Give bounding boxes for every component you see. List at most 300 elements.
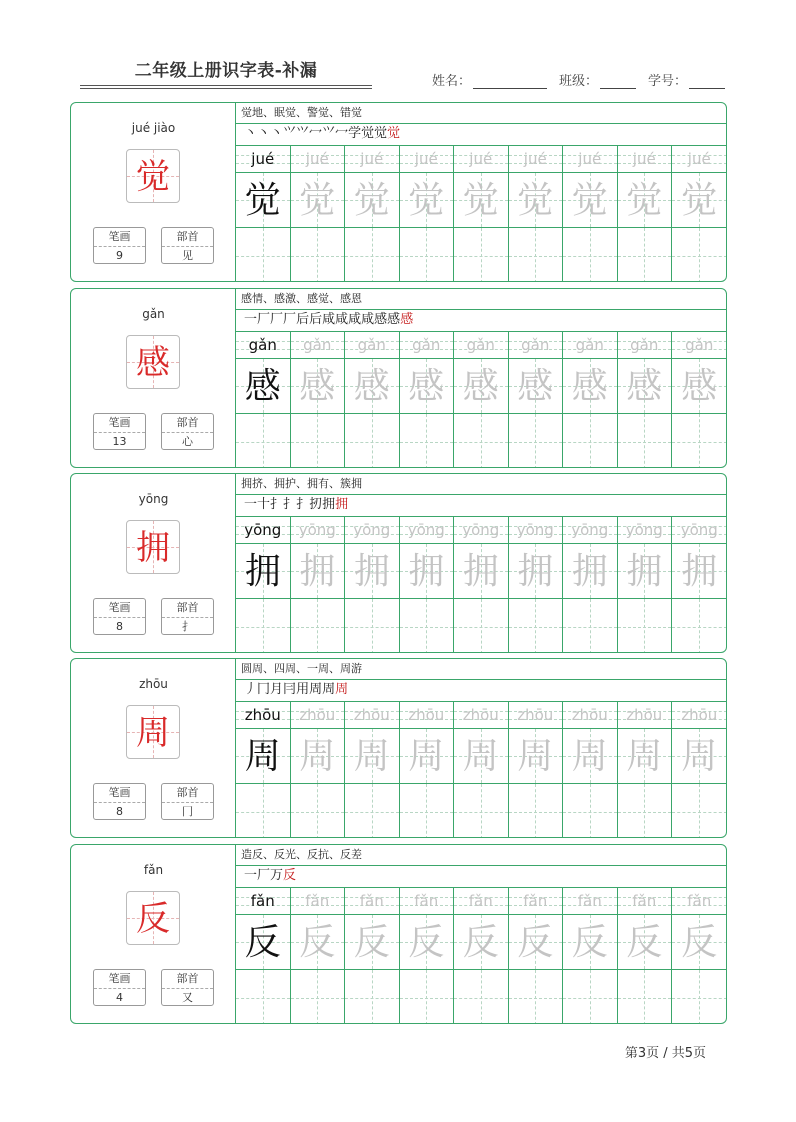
pinyin-writing-line[interactable] (618, 331, 672, 359)
char-writing-box[interactable] (345, 729, 399, 784)
stroke-step: 扌 (283, 497, 297, 512)
char-writing-box[interactable] (291, 915, 345, 970)
char-display-box (126, 705, 180, 759)
pinyin-writing-line[interactable] (563, 887, 617, 915)
stroke-count-box (93, 783, 146, 820)
char-trace: 觉 (353, 180, 390, 221)
stroke-count-box (93, 227, 146, 264)
pinyin-trace: fǎn (468, 892, 493, 910)
blank-writing-box[interactable] (509, 784, 563, 838)
blank-writing-box[interactable] (563, 970, 617, 1024)
stroke-order (236, 494, 726, 517)
blank-writing-box[interactable] (454, 599, 508, 653)
pinyin-writing-line[interactable] (454, 516, 508, 544)
radical-box (161, 783, 214, 820)
blank-writing-box[interactable] (454, 784, 508, 838)
practice-cell[interactable] (672, 701, 727, 838)
char-info-panel (71, 289, 236, 467)
blank-writing-box[interactable] (400, 414, 454, 468)
char-trace: 反 (626, 922, 663, 963)
pinyin-trace: jué (523, 150, 547, 168)
practice-cell[interactable] (618, 331, 673, 468)
blank-writing-box[interactable] (563, 228, 617, 282)
number-field[interactable] (648, 70, 725, 89)
practice-cell[interactable] (236, 331, 291, 468)
practice-cell[interactable] (345, 887, 400, 1024)
pinyin-writing-line[interactable] (509, 887, 563, 915)
practice-cell[interactable] (509, 701, 564, 838)
pinyin-trace: gǎn (412, 336, 441, 354)
stroke-count-value: 9 (116, 249, 123, 262)
name-field[interactable] (432, 70, 547, 89)
practice-cell[interactable] (618, 701, 673, 838)
pinyin-writing-line[interactable] (563, 516, 617, 544)
word-examples: 觉地、眠觉、警觉、错觉 (236, 103, 726, 124)
stroke-step: 冂 (257, 682, 271, 697)
char-writing-box[interactable] (236, 359, 290, 414)
char-writing-box[interactable] (291, 173, 345, 228)
blank-writing-box[interactable] (563, 599, 617, 653)
pinyin-writing-line[interactable] (672, 331, 727, 359)
blank-writing-box[interactable] (236, 599, 290, 653)
radical-value: 又 (182, 991, 193, 1004)
practice-panel (236, 474, 726, 652)
pinyin-writing-line[interactable] (291, 701, 345, 729)
practice-grid (236, 516, 726, 653)
practice-cell[interactable] (400, 145, 455, 282)
pinyin-writing-line[interactable] (400, 887, 454, 915)
char-display: 觉 (136, 157, 170, 197)
stroke-order (236, 123, 726, 146)
char-writing-box[interactable] (400, 915, 454, 970)
pinyin-writing-line[interactable] (345, 145, 399, 173)
char-writing-box[interactable] (236, 173, 290, 228)
pinyin-writing-line[interactable] (345, 887, 399, 915)
char-writing-box[interactable] (618, 359, 672, 414)
stroke-step: 学 (348, 126, 362, 141)
char-writing-box[interactable] (672, 173, 727, 228)
pinyin-writing-line[interactable] (509, 331, 563, 359)
char-trace: 觉 (517, 180, 554, 221)
pinyin-writing-line[interactable] (236, 887, 290, 915)
stroke-count-label: 笔画 (94, 414, 145, 433)
stroke-step: ⺍冖 (296, 126, 323, 141)
pinyin-writing-line[interactable] (400, 701, 454, 729)
char-writing-box[interactable] (400, 359, 454, 414)
stroke-count-box (93, 413, 146, 450)
blank-writing-box[interactable] (400, 228, 454, 282)
char-trace: 拥 (299, 551, 336, 592)
blank-writing-box[interactable] (672, 599, 727, 653)
stroke-step: 厂 (257, 312, 271, 327)
char-writing-box[interactable] (509, 359, 563, 414)
practice-cell[interactable] (672, 516, 727, 653)
blank-writing-box[interactable] (509, 414, 563, 468)
char-writing-box[interactable] (291, 729, 345, 784)
pinyin-writing-line[interactable] (400, 145, 454, 173)
char-pinyin: yōng (138, 492, 169, 506)
blank-writing-box[interactable] (618, 414, 672, 468)
practice-cell[interactable] (454, 331, 509, 468)
char-display-box (126, 149, 180, 203)
practice-cell[interactable] (400, 516, 455, 653)
pinyin-trace: gǎn (303, 336, 332, 354)
char-writing-box[interactable] (672, 359, 727, 414)
pinyin-writing-line[interactable] (454, 887, 508, 915)
practice-cell[interactable] (400, 331, 455, 468)
practice-cell[interactable] (291, 331, 346, 468)
char-writing-box[interactable] (236, 729, 290, 784)
pinyin-trace: gǎn (466, 336, 495, 354)
blank-writing-box[interactable] (509, 228, 563, 282)
char-display: 感 (136, 343, 170, 383)
char-trace: 反 (244, 922, 281, 963)
pinyin-writing-line[interactable] (509, 701, 563, 729)
stroke-step: 感 (374, 312, 388, 327)
practice-cell[interactable] (454, 145, 509, 282)
pinyin-trace: fǎn (632, 892, 657, 910)
blank-writing-box[interactable] (291, 599, 345, 653)
pinyin-trace: zhōu (244, 706, 281, 724)
pinyin-writing-line[interactable] (291, 516, 345, 544)
practice-cell[interactable] (345, 145, 400, 282)
pinyin-writing-line[interactable] (618, 516, 672, 544)
blank-writing-box[interactable] (618, 228, 672, 282)
pinyin-writing-line[interactable] (454, 701, 508, 729)
blank-writing-box[interactable] (291, 784, 345, 838)
blank-writing-box[interactable] (236, 970, 290, 1024)
blank-writing-box[interactable] (236, 784, 290, 838)
blank-writing-box[interactable] (291, 414, 345, 468)
stroke-step: 周 (335, 682, 349, 697)
pinyin-writing-line[interactable] (291, 145, 345, 173)
pinyin-trace: jué (687, 150, 711, 168)
char-writing-box[interactable] (345, 359, 399, 414)
blank-writing-box[interactable] (400, 970, 454, 1024)
pinyin-trace: jué (305, 150, 329, 168)
char-trace: 周 (244, 736, 281, 777)
practice-cell[interactable] (236, 145, 291, 282)
char-writing-box[interactable] (509, 544, 563, 599)
practice-cell[interactable] (291, 887, 346, 1024)
pinyin-writing-line[interactable] (400, 331, 454, 359)
char-writing-box[interactable] (563, 544, 617, 599)
stroke-order (236, 309, 726, 332)
practice-cell[interactable] (618, 887, 673, 1024)
char-writing-box[interactable] (672, 915, 727, 970)
char-writing-box[interactable] (563, 359, 617, 414)
char-trace: 周 (517, 736, 554, 777)
blank-writing-box[interactable] (454, 228, 508, 282)
stroke-step: ⺍ (283, 126, 297, 141)
practice-cell[interactable] (236, 701, 291, 838)
stroke-step: 丿 (244, 682, 258, 697)
practice-panel (236, 659, 726, 837)
radical-value: 见 (182, 249, 193, 262)
practice-panel (236, 845, 726, 1023)
char-display-box (126, 520, 180, 574)
stroke-step: 周 (322, 682, 336, 697)
practice-cell[interactable] (291, 516, 346, 653)
char-trace: 觉 (299, 180, 336, 221)
char-writing-box[interactable] (563, 173, 617, 228)
blank-writing-box[interactable] (563, 414, 617, 468)
practice-cell[interactable] (563, 516, 618, 653)
pinyin-writing-line[interactable] (618, 887, 672, 915)
stroke-step: 后 (309, 312, 323, 327)
practice-cell[interactable] (400, 887, 455, 1024)
radical-label: 部首 (162, 970, 213, 989)
blank-writing-box[interactable] (509, 970, 563, 1024)
stroke-step: 感 (387, 312, 401, 327)
pinyin-writing-line[interactable] (345, 701, 399, 729)
stroke-step: 厂 (270, 312, 284, 327)
char-block (70, 473, 727, 653)
stroke-step: 反 (283, 868, 297, 883)
number-blank[interactable] (689, 74, 725, 89)
class-label: 班级： (559, 74, 599, 89)
pinyin-trace: fǎn (577, 892, 602, 910)
practice-cell[interactable] (509, 516, 564, 653)
pinyin-writing-line[interactable] (291, 887, 345, 915)
char-trace: 反 (517, 922, 554, 963)
char-writing-box[interactable] (618, 729, 672, 784)
practice-grid (236, 145, 726, 282)
blank-writing-box[interactable] (291, 228, 345, 282)
char-writing-box[interactable] (345, 173, 399, 228)
practice-cell[interactable] (291, 701, 346, 838)
practice-cell[interactable] (345, 516, 400, 653)
pinyin-trace: zhōu (571, 706, 608, 724)
char-writing-box[interactable] (509, 729, 563, 784)
pinyin-trace: yōng (353, 521, 391, 539)
pinyin-writing-line[interactable] (563, 145, 617, 173)
char-info-panel (71, 845, 236, 1023)
pinyin-trace: jué (469, 150, 493, 168)
stroke-count-label: 笔画 (94, 784, 145, 803)
practice-cell[interactable] (509, 887, 564, 1024)
practice-cell[interactable] (291, 145, 346, 282)
pinyin-writing-line[interactable] (291, 331, 345, 359)
practice-cell[interactable] (672, 145, 727, 282)
radical-box (161, 413, 214, 450)
pinyin-writing-line[interactable] (236, 145, 290, 173)
char-writing-box[interactable] (618, 173, 672, 228)
blank-writing-box[interactable] (345, 970, 399, 1024)
pinyin-writing-line[interactable] (563, 701, 617, 729)
stroke-step: 觉 (387, 126, 401, 141)
stroke-count-value: 8 (116, 620, 123, 633)
blank-writing-box[interactable] (400, 599, 454, 653)
char-writing-box[interactable] (291, 359, 345, 414)
radical-label: 部首 (162, 414, 213, 433)
stroke-step: 扌 (296, 497, 310, 512)
char-writing-box[interactable] (400, 173, 454, 228)
practice-cell[interactable] (454, 701, 509, 838)
practice-grid (236, 701, 726, 838)
char-display: 拥 (136, 528, 170, 568)
pinyin-writing-line[interactable] (672, 145, 727, 173)
class-blank[interactable] (600, 74, 636, 89)
blank-writing-box[interactable] (454, 414, 508, 468)
char-trace: 反 (462, 922, 499, 963)
blank-writing-box[interactable] (618, 784, 672, 838)
stroke-step: 厂 (283, 312, 297, 327)
char-trace: 周 (681, 736, 718, 777)
stroke-step: 一 (244, 312, 258, 327)
pinyin-writing-line[interactable] (236, 331, 290, 359)
char-writing-box[interactable] (400, 544, 454, 599)
pinyin-writing-line[interactable] (509, 145, 563, 173)
char-info-panel (71, 659, 236, 837)
blank-writing-box[interactable] (400, 784, 454, 838)
char-writing-box[interactable] (509, 915, 563, 970)
student-fields (432, 70, 737, 89)
char-trace: 觉 (626, 180, 663, 221)
char-display-box (126, 335, 180, 389)
char-trace: 觉 (408, 180, 445, 221)
blank-writing-box[interactable] (563, 784, 617, 838)
pinyin-writing-line[interactable] (672, 516, 727, 544)
pinyin-trace: yōng (571, 521, 609, 539)
char-writing-box[interactable] (345, 544, 399, 599)
practice-cell[interactable] (509, 331, 564, 468)
char-writing-box[interactable] (454, 173, 508, 228)
pinyin-trace: yōng (244, 521, 282, 539)
blank-writing-box[interactable] (345, 228, 399, 282)
pinyin-writing-line[interactable] (345, 331, 399, 359)
char-writing-box[interactable] (563, 729, 617, 784)
blank-writing-box[interactable] (672, 970, 727, 1024)
radical-label: 部首 (162, 228, 213, 247)
char-writing-box[interactable] (345, 915, 399, 970)
pinyin-trace: gǎn (521, 336, 550, 354)
stroke-step: 周 (309, 682, 323, 697)
practice-cell[interactable] (236, 516, 291, 653)
practice-cell[interactable] (672, 331, 727, 468)
blank-writing-box[interactable] (618, 599, 672, 653)
practice-cell[interactable] (345, 331, 400, 468)
practice-cell[interactable] (563, 145, 618, 282)
practice-grid (236, 331, 726, 468)
char-trace: 周 (462, 736, 499, 777)
pinyin-writing-line[interactable] (400, 516, 454, 544)
char-writing-box[interactable] (236, 915, 290, 970)
char-writing-box[interactable] (563, 915, 617, 970)
practice-cell[interactable] (345, 701, 400, 838)
radical-value: 冂 (182, 805, 193, 818)
char-trace: 感 (517, 366, 554, 407)
pinyin-writing-line[interactable] (345, 516, 399, 544)
char-writing-box[interactable] (454, 915, 508, 970)
blank-writing-box[interactable] (291, 970, 345, 1024)
char-trace: 反 (408, 922, 445, 963)
stroke-step: 咸 (361, 312, 375, 327)
radical-box (161, 969, 214, 1006)
char-display: 反 (136, 899, 170, 939)
class-field[interactable] (559, 70, 636, 89)
pinyin-trace: fǎn (687, 892, 712, 910)
char-writing-box[interactable] (236, 544, 290, 599)
practice-cell[interactable] (563, 701, 618, 838)
blank-writing-box[interactable] (345, 414, 399, 468)
char-writing-box[interactable] (509, 173, 563, 228)
blank-writing-box[interactable] (236, 414, 290, 468)
pinyin-trace: yōng (680, 521, 718, 539)
char-writing-box[interactable] (454, 544, 508, 599)
blank-writing-box[interactable] (672, 784, 727, 838)
char-trace: 拥 (571, 551, 608, 592)
pinyin-trace: gǎn (575, 336, 604, 354)
char-writing-box[interactable] (672, 729, 727, 784)
char-writing-box[interactable] (291, 544, 345, 599)
pinyin-writing-line[interactable] (618, 701, 672, 729)
blank-writing-box[interactable] (454, 970, 508, 1024)
stroke-count-box (93, 969, 146, 1006)
stroke-order (236, 865, 726, 888)
char-writing-box[interactable] (618, 915, 672, 970)
char-writing-box[interactable] (672, 544, 727, 599)
pinyin-writing-line[interactable] (236, 701, 290, 729)
practice-cell[interactable] (509, 145, 564, 282)
name-blank[interactable] (473, 74, 547, 89)
practice-cell[interactable] (618, 145, 673, 282)
practice-cell[interactable] (672, 887, 727, 1024)
char-writing-box[interactable] (400, 729, 454, 784)
char-pinyin: gǎn (142, 307, 165, 321)
pinyin-trace: zhōu (353, 706, 390, 724)
blank-writing-box[interactable] (345, 599, 399, 653)
pinyin-writing-line[interactable] (563, 331, 617, 359)
blank-writing-box[interactable] (345, 784, 399, 838)
char-writing-box[interactable] (454, 359, 508, 414)
blank-writing-box[interactable] (509, 599, 563, 653)
page-title: 二年级上册识字表-补漏 (134, 61, 318, 81)
blank-writing-box[interactable] (672, 228, 727, 282)
pinyin-trace: jué (414, 150, 438, 168)
blank-writing-box[interactable] (672, 414, 727, 468)
pinyin-writing-line[interactable] (618, 145, 672, 173)
pinyin-trace: jué (632, 150, 656, 168)
char-trace: 感 (353, 366, 390, 407)
pinyin-writing-line[interactable] (509, 516, 563, 544)
practice-cell[interactable] (400, 701, 455, 838)
practice-cell[interactable] (454, 516, 509, 653)
stroke-step: 万 (270, 868, 284, 883)
stroke-count-value: 4 (116, 991, 123, 1004)
name-label: 姓名： (432, 74, 472, 89)
char-block (70, 658, 727, 838)
pinyin-writing-line[interactable] (454, 145, 508, 173)
blank-writing-box[interactable] (618, 970, 672, 1024)
practice-cell[interactable] (236, 887, 291, 1024)
blank-writing-box[interactable] (236, 228, 290, 282)
stroke-step: 扌 (270, 497, 284, 512)
practice-cell[interactable] (454, 887, 509, 1024)
char-writing-box[interactable] (454, 729, 508, 784)
practice-cell[interactable] (618, 516, 673, 653)
pinyin-writing-line[interactable] (454, 331, 508, 359)
char-writing-box[interactable] (618, 544, 672, 599)
word-examples: 感情、感激、感觉、感恩 (236, 289, 726, 310)
practice-cell[interactable] (563, 331, 618, 468)
char-trace: 拥 (353, 551, 390, 592)
pinyin-writing-line[interactable] (672, 887, 727, 915)
pinyin-writing-line[interactable] (672, 701, 727, 729)
stroke-step: 一 (244, 497, 258, 512)
pinyin-writing-line[interactable] (236, 516, 290, 544)
practice-cell[interactable] (563, 887, 618, 1024)
